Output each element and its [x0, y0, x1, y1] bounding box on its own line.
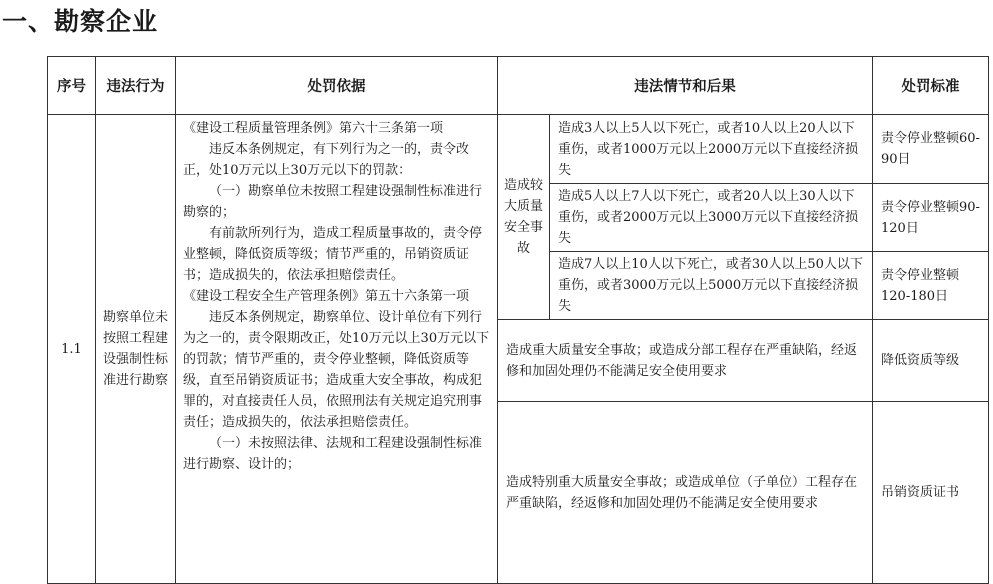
extreme-circumstance: 造成特别重大质量安全事故；或造成单位（子单位）工程存在严重缺陷，经返修和加固处理仍不能满足安全使用要求: [498, 402, 873, 584]
major-circumstance: 造成重大质量安全事故；或造成分部工程存在严重缺陷，经返修和加固处理仍不能满足安全使用要求: [498, 320, 873, 402]
sub-standard-1: 责令停业整顿60-90日: [873, 115, 989, 184]
basis-law-1-title: 《建设工程质量管理条例》第六十三条第一项: [183, 121, 444, 136]
major-standard: 降低资质等级: [873, 320, 989, 402]
header-row: [48, 57, 989, 115]
sub-circumstance-1: 造成3人以上5人以下死亡，或者10人以上20人以下重伤，或者1000万元以上2000万元以下直接经济损失: [550, 115, 873, 184]
row-seq: 1.1: [48, 115, 96, 584]
group-label: 造成较大质量安全事故: [498, 115, 550, 320]
basis-law-1-text: 违反本条例规定，有下列行为之一的，责令改正，处10万元以上30万元以下的罚款：: [183, 142, 470, 178]
extreme-standard: 吊销资质证书: [873, 402, 989, 584]
row-behavior: 勘察单位未按照工程建设强制性标准进行勘察: [96, 115, 176, 584]
header-basis: 处罚依据: [176, 57, 498, 115]
sub-circumstance-2: 造成5人以上7人以下死亡，或者20人以上30人以下重伤，或者2000万元以上3000万元以下直接经济损失: [550, 184, 873, 252]
row-basis: [176, 115, 498, 584]
sub-standard-3: 责令停业整顿120-180日: [873, 252, 989, 320]
section-heading: 一、勘察企业: [2, 7, 159, 36]
sub-standard-2: 责令停业整顿90-120日: [873, 184, 989, 252]
basis-law-1-item: （一）勘察单位未按照工程建设强制性标准进行勘察的；: [183, 184, 483, 220]
basis-law-1-consequence: 有前款所列行为，造成工程质量事故的，责令停业整顿，降低资质等级；情节严重的，吊销资质证书；造成损失的，依法承担赔偿责任。: [183, 226, 483, 283]
penalty-table: [47, 56, 989, 584]
header-standard: 处罚标准: [873, 57, 989, 115]
table-row: [48, 115, 989, 184]
basis-law-2-title: 《建设工程安全生产管理条例》第五十六条第一项: [183, 289, 470, 304]
sub-circumstance-3: 造成7人以上10人以下死亡，或者30人以上50人以下重伤，或者3000万元以上5000万元以下直接经济损失: [550, 252, 873, 320]
header-behavior: 违法行为: [96, 57, 176, 115]
header-seq: 序号: [48, 57, 96, 115]
header-circumstance: 违法情节和后果: [498, 57, 873, 115]
basis-law-2-item: （一）未按照法律、法规和工程建设强制性标准进行勘察、设计的；: [183, 436, 483, 472]
basis-law-2-text: 违反本条例规定，勘察单位、设计单位有下列行为之一的，责令限期改正，处10万元以上30万元以下的罚款；情节严重的，责令停业整顿，降低资质等级，直至吊销资质证书；造成重大安全事故，构成犯罪的，对直接责任人员，依照刑法有关规定追究刑事责任；造成损失的，依法承担赔偿责任。: [183, 310, 490, 430]
